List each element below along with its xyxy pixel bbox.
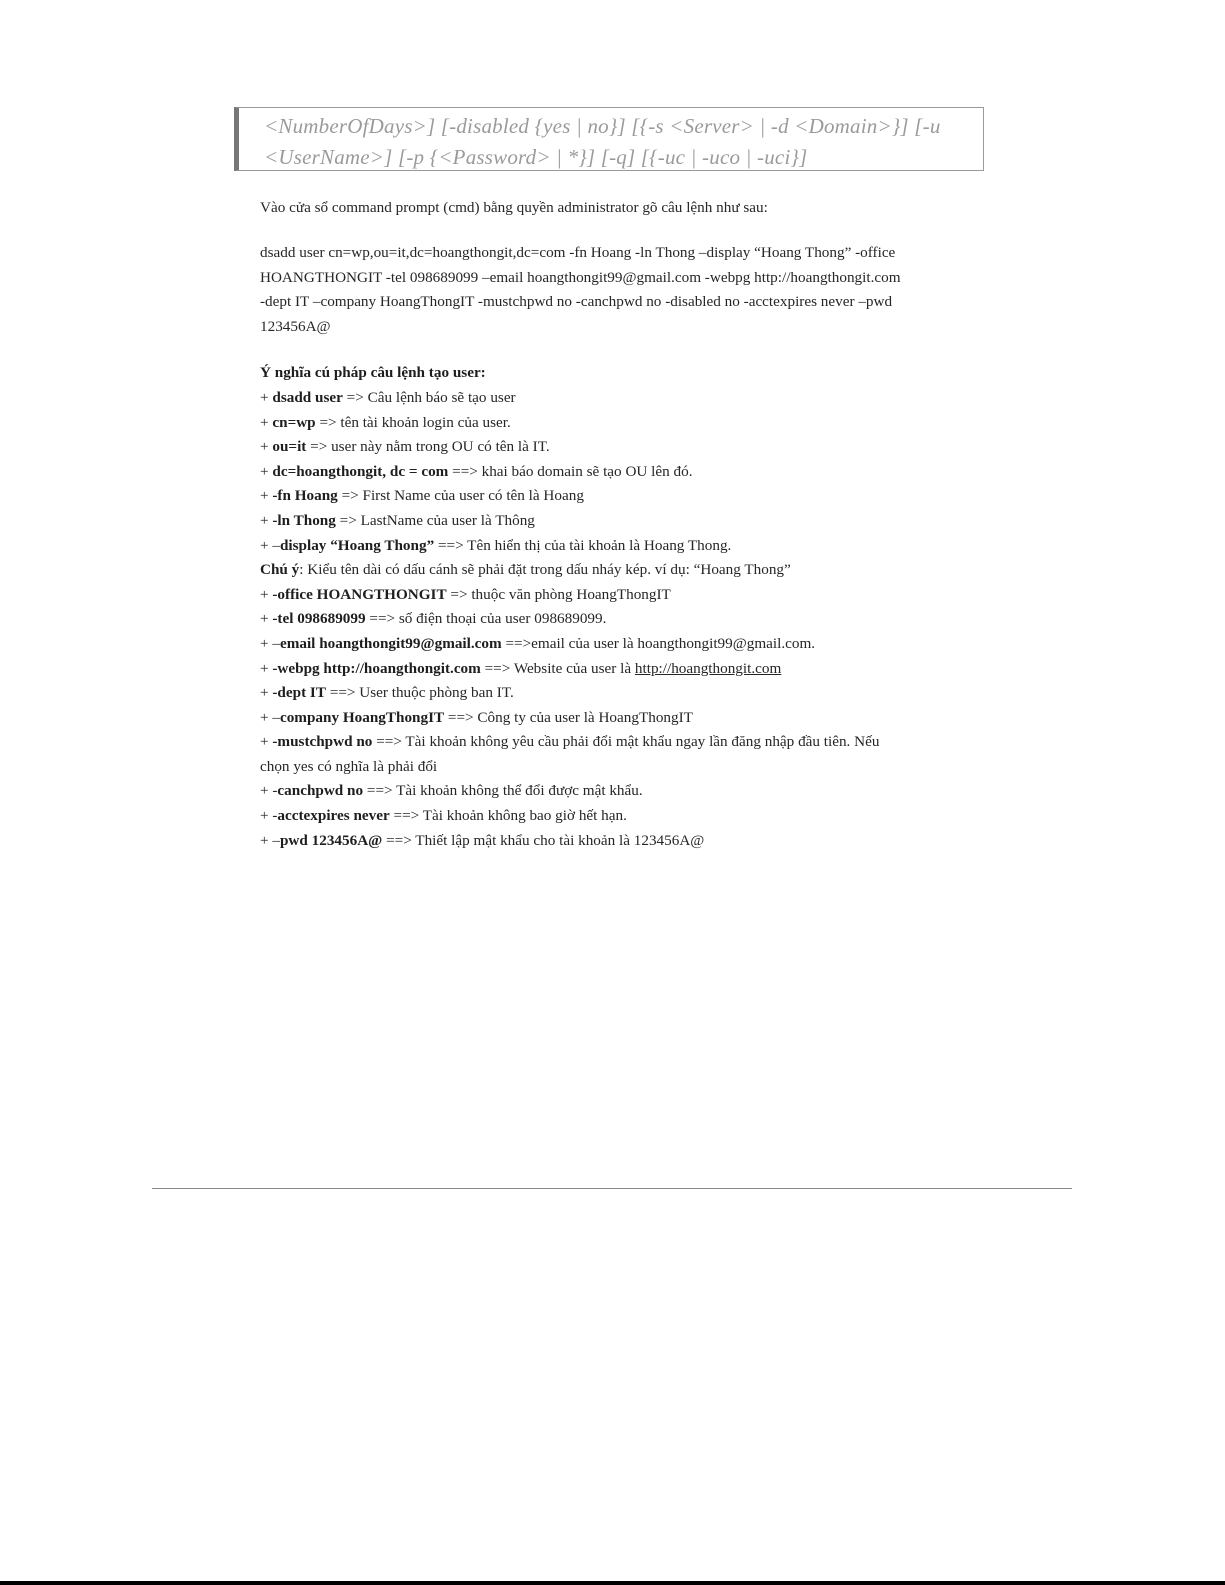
option-list (260, 386, 980, 853)
page-divider (152, 1188, 1072, 1189)
option-prefix: + (260, 511, 273, 529)
option-keyword: company HoangThongIT (279, 708, 445, 726)
option-description: chọn yes có nghĩa là phải đổi (260, 757, 438, 775)
option-description: => Câu lệnh báo sẽ tạo user (342, 388, 516, 406)
option-item (260, 681, 980, 706)
option-description: ==>email của user là hoangthongit99@gmail.com. (501, 634, 816, 652)
option-keyword: -webpg http://hoangthongit.com (272, 659, 481, 677)
option-description: => tên tài khoản login của user. (315, 413, 511, 431)
option-description: ==> số điện thoại của user 098689099. (365, 610, 607, 628)
option-item (260, 435, 980, 460)
option-prefix: + - (260, 782, 278, 800)
option-prefix: + (260, 585, 273, 603)
option-item (260, 607, 980, 632)
option-description: ==> Công ty của user là HoangThongIT (444, 708, 693, 726)
option-keyword: display “Hoang Thong” (279, 536, 435, 554)
option-keyword: ou=it (272, 438, 307, 456)
option-item (260, 829, 980, 854)
option-description: => user này nằm trong OU có tên là IT. (306, 438, 550, 456)
option-keyword: acctexpires never (277, 807, 390, 825)
option-item (260, 509, 980, 534)
option-item (260, 534, 980, 559)
option-description: : Kiểu tên dài có dấu cánh sẽ phải đặt trong dấu nháy kép. ví dụ: “Hoang Thong” (299, 561, 791, 579)
option-prefix: + (260, 462, 273, 480)
option-item (260, 386, 980, 411)
option-description: ==> Tài khoản không thể đổi được mật khẩu. (363, 782, 643, 800)
option-keyword: -mustchpwd no (272, 733, 373, 751)
option-item (260, 484, 980, 509)
command-line-4: 123456A@ (260, 317, 331, 335)
option-keyword: -tel 098689099 (272, 610, 366, 628)
option-prefix: + – (260, 536, 280, 554)
option-prefix: + (260, 733, 273, 751)
option-keyword: Chú ý (260, 561, 300, 579)
bottom-edge (0, 1581, 1225, 1585)
website-link[interactable]: http://hoangthongit.com (634, 659, 782, 677)
option-keyword: dc=hoangthongit, dc = com (272, 462, 449, 480)
option-item (260, 583, 980, 608)
option-keyword: email hoangthongit99@gmail.com (279, 634, 502, 652)
option-keyword: -ln Thong (272, 511, 336, 529)
option-prefix: + (260, 684, 273, 702)
section-heading: Ý nghĩa cú pháp câu lệnh tạo user: (260, 364, 486, 382)
document-body (260, 197, 980, 853)
option-keyword: -fn Hoang (272, 487, 338, 505)
command-line-3: -dept IT –company HoangThongIT -mustchpwd no -canchpwd no -disabled no -acctexpires never –pwd (260, 293, 893, 311)
option-item (260, 730, 980, 755)
option-description: ==> Tài khoản không bao giờ hết hạn. (389, 807, 627, 825)
option-prefix: + (260, 610, 273, 628)
option-item (260, 706, 980, 731)
syntax-line-2: <UserName>] [-p {<Password> | *}] [-q] [{-uc | -uco | -uci}] (264, 145, 808, 169)
option-prefix: + (260, 487, 273, 505)
option-keyword: cn=wp (272, 413, 316, 431)
option-item (260, 755, 980, 780)
option-description: ==> Thiết lập mật khẩu cho tài khoản là 123456A@ (382, 831, 705, 849)
option-description: ==> Tên hiển thị của tài khoản là Hoang Thong. (434, 536, 732, 554)
option-item (260, 558, 980, 583)
command-line-2: HOANGTHONGIT -tel 098689099 –email hoangthongit99@gmail.com -webpg http://hoangthongit.com (260, 268, 901, 286)
option-item (260, 632, 980, 657)
option-description: => thuộc văn phòng HoangThongIT (446, 585, 671, 603)
option-item (260, 460, 980, 485)
option-keyword: -dept IT (272, 684, 326, 702)
option-prefix: + (260, 438, 273, 456)
option-keyword: canchpwd no (277, 782, 364, 800)
option-prefix: + (260, 659, 273, 677)
option-description: => LastName của user là Thông (335, 511, 535, 529)
option-prefix: + - (260, 807, 278, 825)
intro-paragraph: Vào cửa sổ command prompt (cmd) bằng quyền administrator gõ câu lệnh như sau: (260, 199, 768, 216)
option-prefix: + – (260, 708, 280, 726)
syntax-line-1: <NumberOfDays>] [-disabled {yes | no}] [{-s <Server> | -d <Domain>}] [-u (264, 114, 941, 138)
option-keyword: -office HOANGTHONGIT (272, 585, 447, 603)
option-description: => First Name của user có tên là Hoang (337, 487, 584, 505)
option-description: ==> Tài khoản không yêu cầu phải đổi mật khẩu ngay lần đăng nhập đầu tiên. Nếu (372, 733, 880, 751)
option-item (260, 804, 980, 829)
option-keyword: dsadd user (272, 388, 343, 406)
option-item (260, 657, 980, 682)
option-description: ==> Website của user là (480, 659, 635, 677)
option-prefix: + – (260, 831, 280, 849)
option-item (260, 411, 980, 436)
option-prefix: + (260, 388, 273, 406)
option-description: ==> khai báo domain sẽ tạo OU lên đó. (448, 462, 693, 480)
option-prefix: + (260, 413, 273, 431)
option-description: ==> User thuộc phòng ban IT. (325, 684, 514, 702)
syntax-blockquote (234, 107, 984, 171)
option-item (260, 779, 980, 804)
option-keyword: pwd 123456A@ (279, 831, 383, 849)
option-prefix: + – (260, 634, 280, 652)
command-line-1: dsadd user cn=wp,ou=it,dc=hoangthongit,dc=com -fn Hoang -ln Thong –display “Hoang Thong” -office (260, 244, 896, 261)
